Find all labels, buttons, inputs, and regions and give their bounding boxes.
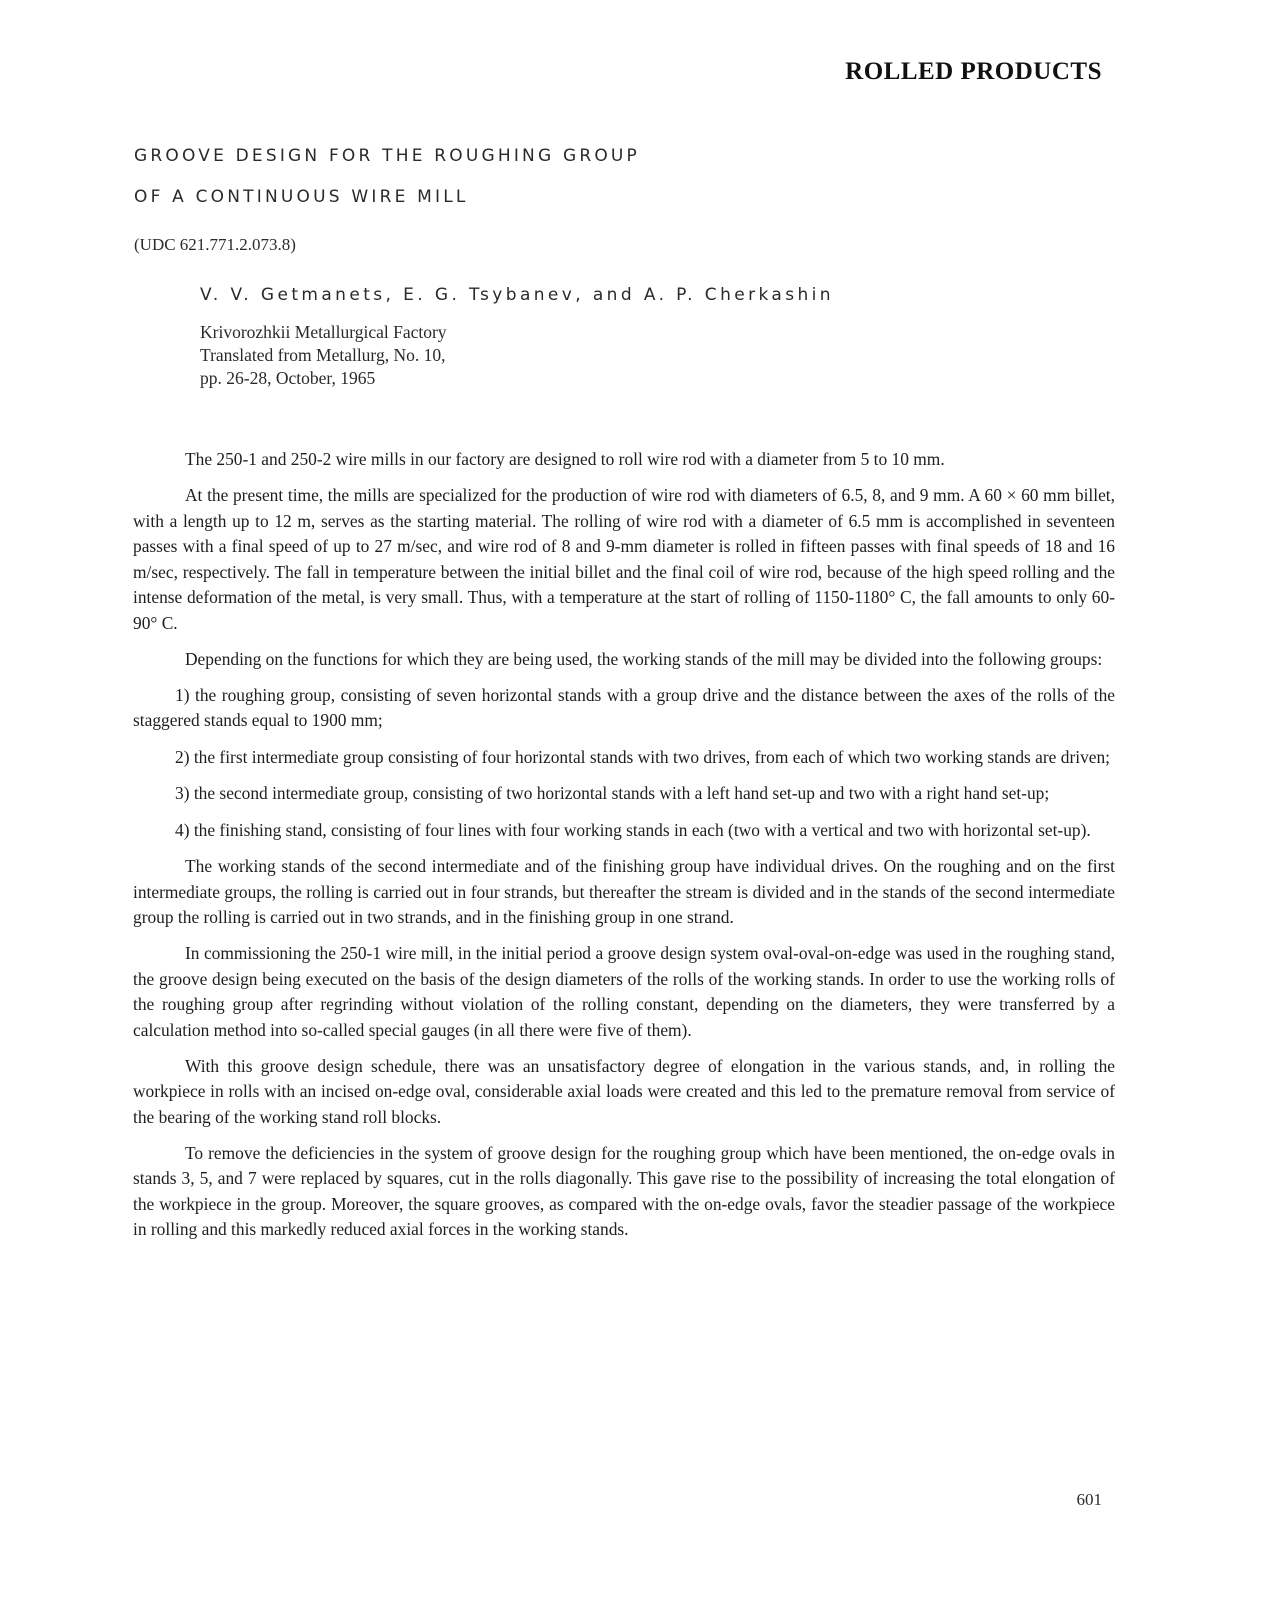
paragraph-drives: The working stands of the second intermediate and of the finishing group have individual drives. On the roughing and on the first intermediate groups, the rolling is carried out in four strands, but thereafter the stream is divided and in the stands of the second intermediate group the rolling is carried out in two strands, and in the finishing group in one strand. [133,856,1115,927]
affiliation-translated-from: Translated from Metallurg, No. 10, [200,345,446,365]
affiliation-organization: Krivorozhkii Metallurgical Factory [200,322,447,342]
paragraph-groups-intro: Depending on the functions for which they are being used, the working stands of the mill may be divided into the following groups: [185,648,1103,669]
udc-code: (UDC 621.771.2.073.8) [134,235,296,254]
paragraph-deficiencies: To remove the deficiencies in the system of groove design for the roughing group which have been mentioned, the on-edge ovals in stands 3, 5, and 7 were replaced by squares, cut in the rolls diagonally. This gave rise to the possibility of increasing the total elongation of the workpiece in the group. Moreover, the square grooves, as compared with the on-edge ovals, favor the steadier passage of the workpiece in rolling and this markedly reduced axial forces in the working stands. [133,1142,1115,1239]
paragraph-intro: The 250-1 and 250-2 wire mills in our factory are designed to roll wire rod with a diameter from 5 to 10 mm. [185,449,945,469]
affiliation-pages-date: pp. 26-28, October, 1965 [200,368,376,388]
list-item-roughing-group: 1) the roughing group, consisting of seven horizontal stands with a group drive and the distance between the axes of the rolls of the staggered stands equal to 1900 mm; [133,684,1115,730]
affiliation-block [200,321,447,390]
article-title-line1: GROOVE DESIGN FOR THE ROUGHING GROUP [134,146,641,166]
page-number: 601 [1076,1490,1102,1509]
paragraph-commissioning: In commissioning the 250-1 wire mill, in the initial period a groove design system oval-oval-on-edge was used in the roughing stand, the groove design being executed on the basis of the design diameters of the rolls of the working stands. In order to use the working rolls of the roughing group after regrinding without violation of the rolling constant, depending on the diameters, they were transferred by a calculation method into so-called special gauges (in all there were five of them). [133,943,1115,1040]
list-item-first-intermediate: 2) the first intermediate group consisting of four horizontal stands with two drives, from each of which two working stands are driven; [175,746,1111,767]
paragraph-specialization: At the present time, the mills are specialized for the production of wire rod with diameters of 6.5, 8, and 9 mm. A 60 × 60 mm billet, with a length up to 12 m, serves as the starting material. The rolling of wire rod with a diameter of 6.5 mm is accomplished in seventeen passes with a final speed of up to 27 m/sec, and wire rod of 8 and 9-mm diameter is rolled in fifteen passes with final speeds of 18 and 16 m/sec, respectively. The fall in temperature between the initial billet and the final coil of wire rod, because of the high speed rolling and the intense deformation of the metal, is very small. Thus, with a temperature at the start of rolling of 1150-1180° C, the fall amounts to only 60-90° C. [133,485,1115,633]
article-body [133,447,1115,1253]
list-item-finishing-stand: 4) the finishing stand, consisting of four lines with four working stands in each (two with a vertical and two with horizontal set-up). [175,819,1091,840]
list-item-second-intermediate: 3) the second intermediate group, consisting of two horizontal stands with a left hand set-up and two with a right hand set-up; [175,783,1050,803]
section-header: ROLLED PRODUCTS [845,58,1102,85]
authors: V. V. Getmanets, E. G. Tsybanev, and A. P. Cherkashin [200,285,834,305]
article-title-line2: OF A CONTINUOUS WIRE MILL [134,187,469,207]
paragraph-elongation: With this groove design schedule, there was an unsatisfactory degree of elongation in the various stands, and, in rolling the workpiece in rolls with an incised on-edge oval, considerable axial loads were created and this led to the premature removal from service of the bearing of the working stand roll blocks. [133,1055,1115,1127]
